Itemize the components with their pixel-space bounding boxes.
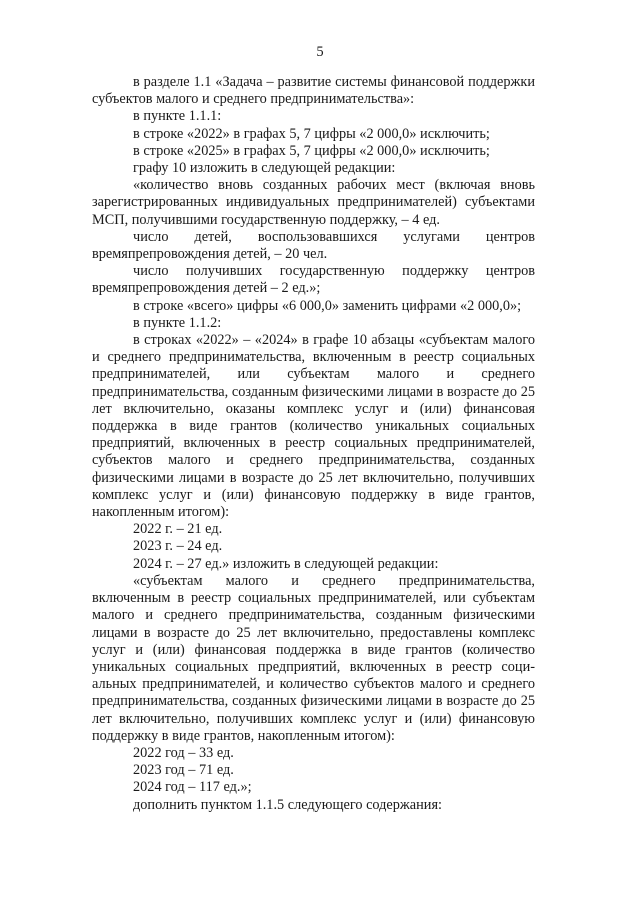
paragraph-row-total: в строке «всего» цифры «6 000,0» заменить цифрами «2 000,0»; — [133, 297, 522, 314]
paragraph-add-item-1-1-5: дополнить пунктом 1.1.5 следующего содержания: — [133, 796, 442, 813]
paragraph-new-2022: 2022 год – 33 ед. — [133, 744, 234, 761]
document-body — [92, 74, 535, 814]
paragraph-old-2023: 2023 г. – 24 ед. — [133, 538, 223, 555]
paragraph-new-2024: 2024 год – 117 ед.»; — [133, 779, 252, 796]
paragraph-children-count: число детей, воспользовавшихся услугами центров времяпрепровождения детей, – 20 чел. — [92, 228, 535, 263]
paragraph-row-2022: в строке «2022» в графах 5, 7 цифры «2 000,0» исключить; — [133, 125, 490, 142]
paragraph-rows-2022-2024: в строках «2022» – «2024» в графе 10 абзацы «субъектам малого и среднего предпринимательства, включенным в реестр социальных предпринимателей, или субъектам малого и среднего предпринимательства, созданным физическими лицами в возрасте до 25 лет включительно, оказаны комплекс услуг и (или) финансовая поддержка в виде грантов (количество уникальных социальных предприятий, включенных в реестр социальных предпринимателей, субъектов малого и среднего предпринимательства, созданных физическими лицами в возрасте до 25 лет включительно, получивших комплекс услуг и (или) финансовую поддержку в виде грантов, накопленным итогом): — [92, 332, 535, 521]
paragraph-new-jobs: «количество вновь созданных рабочих мест (включая вновь зарегистрированных индивидуальных предпринимателей) субъектами МСП, получившими государственную поддержку, – 4 ед. — [92, 177, 535, 228]
paragraph-item-1-1-1: в пункте 1.1.1: — [133, 108, 222, 125]
paragraph-section-1-1: в разделе 1.1 «Задача – развитие системы финансовой поддержки субъектов малого и среднего предпринимательства»: — [92, 74, 535, 108]
paragraph-new-2023: 2023 год – 71 ед. — [133, 762, 234, 779]
paragraph-old-2024: 2024 г. – 27 ед.» изложить в следующей редакции: — [133, 555, 439, 572]
paragraph-row-2025: в строке «2025» в графах 5, 7 цифры «2 000,0» исключить; — [133, 142, 490, 159]
paragraph-new-wording: «субъектам малого и среднего предпринимательства, включенным в реестр социальных предпринимателей, или субъектам малого и среднего предпринимательства, созданным физическими лицами в возрасте до 25 лет включительно, предоставлены комплекс услуг и (или) финансовая поддержка в виде грантов (количество уникальных социальных предприятий, включенных в реестр социальных предпринимателей, и количество субъектов малого и среднего предпринимательства, созданных физическими лицами в возрасте до 25 лет включительно, получивших комплекс услуг и (или) финансовую поддержку в виде грантов, накопленным итогом): — [92, 572, 535, 744]
paragraph-item-1-1-2: в пункте 1.1.2: — [133, 314, 222, 331]
paragraph-centers-count: число получивших государственную поддержку центров времяпрепровождения детей – 2 ед.»; — [92, 263, 535, 297]
paragraph-old-2022: 2022 г. – 21 ед. — [133, 521, 223, 538]
page-number: 5 — [316, 44, 324, 60]
paragraph-column-10: графу 10 изложить в следующей редакции: — [133, 160, 396, 177]
